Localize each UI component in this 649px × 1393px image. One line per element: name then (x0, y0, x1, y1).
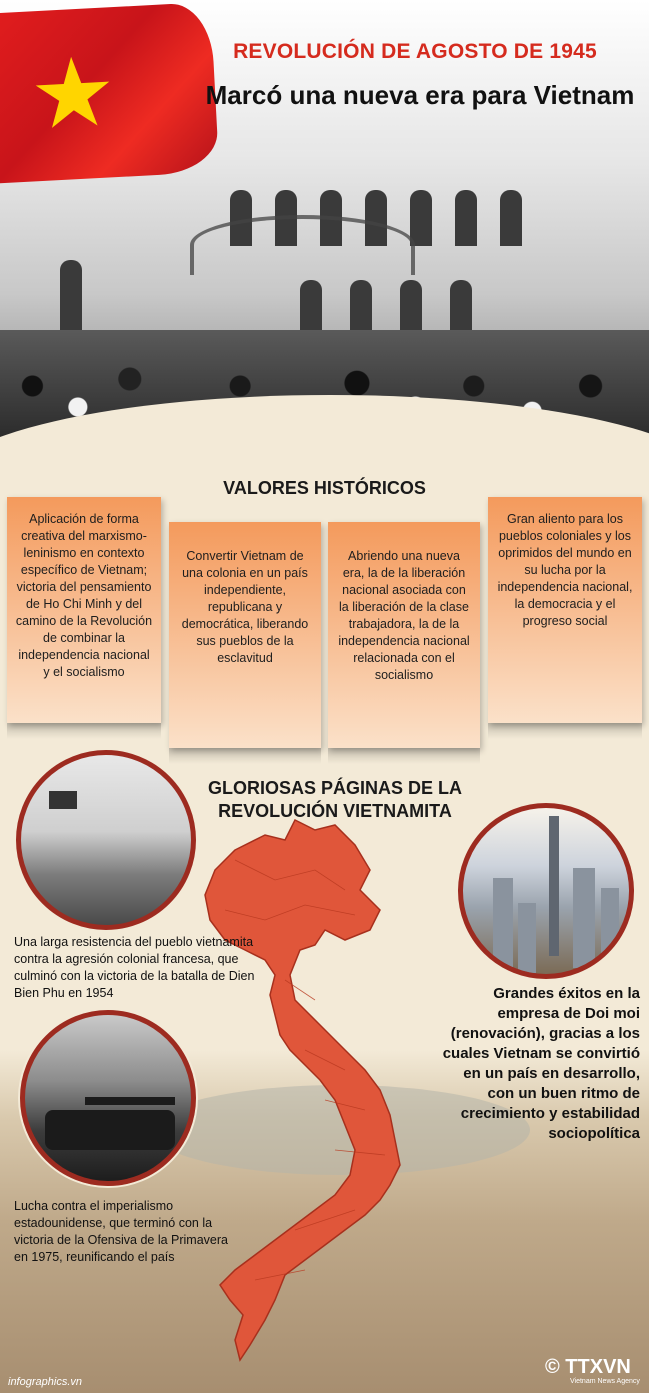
ttxvn-logo-sub: Vietnam News Agency (570, 1378, 640, 1385)
ttxvn-logo: © TTXVN (545, 1356, 631, 1378)
caption-dien-bien-phu: Una larga resistencia del pueblo vietnamita contra la agresión colonial francesa, que culminó con la victoria de la batalla de Dien Bien Phu en 1954 (14, 935, 255, 1000)
value-card-3: Abriendo una nueva era, la de la liberación nacional asociada con la liberación de la clase trabajadora, la de la independencia nacional relacionada con el socialismo (328, 522, 480, 748)
value-card-1: Aplicación de forma creativa del marxismo-leninismo en contexto específico de Vietnam; victoria del pensamiento de Ho Chi Minh y del camino de la Revolución de combinar la independencia nacional y el socialismo (7, 497, 161, 723)
value-card-2: Convertir Vietnam de una colonia en un país independiente, republicana y democrática, liberando sus pueblos de la esclavitud (169, 522, 321, 748)
hero-canopy (190, 215, 415, 275)
photo-tank-1975 (20, 1010, 196, 1186)
tower-icon (549, 816, 559, 956)
photo-dien-bien-phu (16, 750, 196, 930)
source-label: infographics.vn (8, 1376, 82, 1388)
tank-icon (45, 1110, 175, 1150)
caption-doi-moi: Grandes éxitos en la empresa de Doi moi (renovación), gracias a los cuales Vietnam se convirtió en un país en desarrollo, con un buen ritmo de crecimiento y estabilidad sociopolítica (442, 985, 640, 1142)
historical-heading: VALORES HISTÓRICOS (223, 478, 426, 498)
value-card-4: Gran aliento para los pueblos coloniales y los oprimidos del mundo en su lucha por la independencia nacional, la democracia y el progreso social (488, 497, 642, 723)
photo-modern-city (458, 803, 634, 979)
glorious-heading-line1: GLORIOSAS PÁGINAS DE LA (207, 778, 463, 798)
vietnam-map (195, 800, 440, 1375)
title-sub: Marcó una nueva era para Vietnam (205, 80, 635, 110)
flag-icon (49, 791, 77, 809)
vietnam-map-shape (205, 820, 400, 1360)
caption-spring-offensive: Lucha contra el imperialismo estadounidense, que terminó con la victoria de la Ofensiva de la Primavera en 1975, reunificando el país (14, 1199, 228, 1264)
glorious-heading-line2: REVOLUCIÓN VIETNAMITA (218, 801, 452, 821)
vietnam-flag (0, 2, 219, 184)
flag-star-icon: ★ (27, 38, 119, 150)
title-top: REVOLUCIÓN DE AGOSTO DE 1945 (233, 40, 597, 63)
tank-barrel-icon (85, 1097, 175, 1105)
